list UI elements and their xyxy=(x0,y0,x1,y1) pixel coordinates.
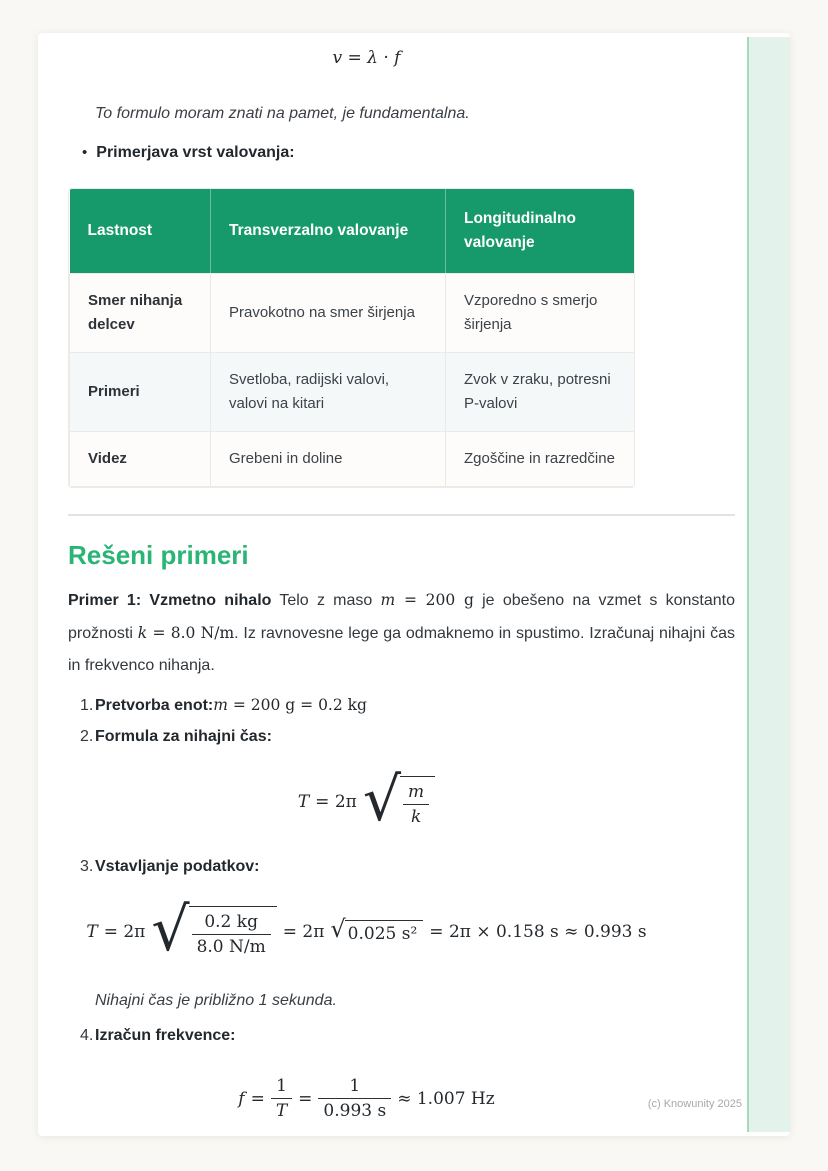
sqrt-radical xyxy=(151,895,276,966)
fraction: $\frac{1}{0.993 s}$ xyxy=(318,1075,391,1122)
example-title: Primer 1: Vzmetno nihalo xyxy=(68,591,272,609)
paragraph-text: je obešeno na vzmet s konstanto prožnosti xyxy=(68,591,735,642)
formula-text: v = λ · f xyxy=(332,48,401,68)
table-cell: Zgoščine in razredčine xyxy=(446,431,635,486)
copyright-footer: (c) Knowunity 2025 xyxy=(647,1098,742,1110)
math-text: = 2π xyxy=(282,922,325,943)
period-formula xyxy=(68,765,735,836)
math-text: = 2π xyxy=(315,792,357,813)
paragraph-text: . Iz ravnovesne lege ga odmaknemo in spustimo. Izračunaj nihajni čas in frekvenco nihanja. xyxy=(68,624,736,675)
radical-sign: √ xyxy=(330,915,346,944)
fraction: $\frac{0.2 kg}{8.0 N/m}$ xyxy=(192,911,271,958)
table-row xyxy=(70,273,635,352)
step-label: Pretvorba enot: xyxy=(95,697,214,715)
inline-math-conversion: m = 200 g = 0.2 kg xyxy=(213,696,367,715)
table-cell: Pravokotno na smer širjenja xyxy=(211,273,446,352)
step-number: 4. xyxy=(80,1027,94,1045)
table-cell: Grebeni in doline xyxy=(211,431,446,486)
step-number: 2. xyxy=(80,728,94,746)
step-number: 1. xyxy=(80,697,94,715)
math-text: = xyxy=(250,1088,265,1109)
solution-steps xyxy=(68,696,735,1122)
wave-formula-note: To formulo moram znati na pamet, je fundamentalna. xyxy=(95,105,470,122)
step-1 xyxy=(68,696,735,715)
example-paragraph xyxy=(68,585,735,683)
table-cell: Primeri xyxy=(70,352,211,431)
math-text: = xyxy=(298,1088,313,1109)
period-substitution-formula xyxy=(68,895,735,966)
table-header-cell: Longitudinalno valovanje xyxy=(446,189,635,274)
fraction: $\frac{m}{k}$ xyxy=(403,781,429,828)
frequency-formula xyxy=(68,1075,735,1122)
step-2 xyxy=(68,728,735,746)
step-4 xyxy=(68,1027,735,1045)
section-title: Rešeni primeri xyxy=(68,539,249,570)
bullet-label: Primerjava vrst valovanja: xyxy=(96,143,295,161)
math-text: ≈ 1.007 Hz xyxy=(397,1088,495,1109)
step-number: 3. xyxy=(80,858,94,876)
period-note: Nihajni čas je približno 1 sekunda. xyxy=(95,992,337,1010)
table-cell: Videz xyxy=(70,431,211,486)
radical-sign: √ xyxy=(362,765,402,836)
fraction: $\frac{1}{T}$ xyxy=(271,1075,292,1122)
math-variable: f xyxy=(238,1088,245,1109)
step-label: Izračun frekvence: xyxy=(95,1027,236,1045)
green-accent-stripe xyxy=(747,37,790,1132)
radical-sign: √ xyxy=(151,895,190,966)
bullet-item xyxy=(82,144,735,162)
table-cell: Smer nihanja delcev xyxy=(70,273,211,352)
bullet-icon: • xyxy=(82,143,88,161)
table-cell: Vzporedno s smerjo širjenja xyxy=(446,273,635,352)
step-3 xyxy=(68,858,735,876)
table-row xyxy=(70,352,635,431)
page-content xyxy=(38,33,790,1122)
step-label: Formula za nihajni čas: xyxy=(95,728,272,746)
step-label: Vstavljanje podatkov: xyxy=(95,858,260,876)
wave-speed-formula xyxy=(68,48,735,68)
table-header-cell: Transverzalno valovanje xyxy=(211,189,446,274)
table-cell: Svetloba, radijski valovi, valovi na kitari xyxy=(211,352,446,431)
math-text: = 2π xyxy=(103,922,146,943)
table-cell: Zvok v zraku, potresni P-valovi xyxy=(446,352,635,431)
document-page xyxy=(38,33,790,1136)
table-header-row xyxy=(70,189,635,274)
math-text: = 2π × 0.158 s ≈ 0.993 s xyxy=(429,922,647,943)
math-variable: T xyxy=(86,922,98,943)
inline-math-mass: m = 200 g xyxy=(380,590,474,609)
wave-comparison-table xyxy=(68,188,635,488)
table-header-cell: Lastnost xyxy=(70,189,211,274)
table-row xyxy=(70,431,635,486)
inline-math-spring-constant: k = 8.0 N/m xyxy=(137,623,235,642)
section-divider xyxy=(68,514,735,516)
math-variable: T xyxy=(297,792,310,813)
paragraph-text: Telo z maso xyxy=(271,591,381,609)
sqrt-radical: √ 0.025 s² xyxy=(330,920,423,944)
sqrt-radical xyxy=(362,765,435,836)
